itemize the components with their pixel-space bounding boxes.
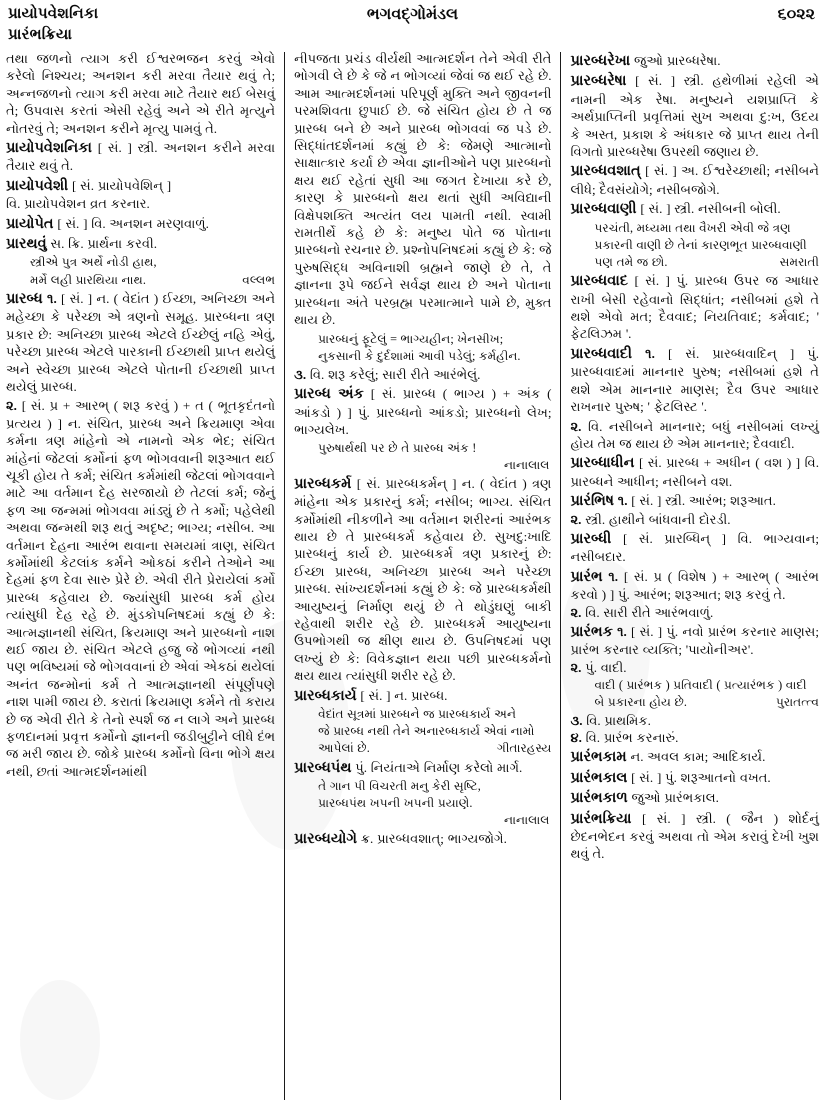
quotation-line: વાદી ( પ્રારંભક ) પ્રતિવાદી ( પ્રત્યારંભક ) વાદી [594, 678, 807, 693]
headword: પ્રારબ્ધરેખા [570, 53, 631, 69]
dictionary-entry [570, 162, 819, 198]
entry-body: [ સં. ] સ્ત્રી. અનશન કરીને મરવા તૈયાર થવું તે. [6, 140, 276, 174]
entry-body: [ સં. ] પું. શરૂઆતનો વખત. [631, 769, 771, 785]
entry-body: [ સં. પ્રાયોપવેશિન્ ] [72, 177, 172, 193]
quotation-attribution: વલ્લભ [242, 272, 276, 287]
sense-number: ૨. [570, 511, 582, 527]
entry-body: [ સં. ] સ્ત્રી. નસીબની બોલી. [640, 201, 781, 217]
headword: પ્રારબ્ધકાર્ય [294, 687, 357, 704]
quotation-text: બે પ્રકારના હોય છે. [594, 695, 687, 710]
headword: પ્રાયોપવેશનિકા [6, 140, 93, 157]
quotation-text: મર્મે લહી પ્રારથિયા નાથ. [30, 272, 146, 287]
headword: પ્રારબ્ધવાણી [570, 201, 637, 218]
quotation-line: નુકસાની કે દુર્દશામાં આવી પડેલું; કર્મહીન. [318, 348, 521, 363]
headword: પ્રારંભકામ [570, 749, 627, 766]
entry-body-continued: વિ. પ્રાયોપવેશન વ્રત કરનાર. [6, 196, 150, 212]
column-3 [561, 50, 819, 1110]
column-1 [6, 50, 284, 1110]
dictionary-entry [294, 759, 551, 829]
headword: પ્રારબ્ધવાદી [570, 345, 633, 362]
dictionary-entry [570, 72, 819, 160]
entry-body: ક્ર. પ્રારબ્ધવશાત્; ભાગ્યજોગે. [360, 831, 507, 847]
headword: પ્રારંભક્રિયા [570, 810, 632, 827]
sense-number: ૨. [570, 418, 582, 434]
quotation-attribution: પુરાતત્ત્વ [775, 695, 819, 710]
sense-number: ૧. [47, 290, 57, 306]
quotation-text: પણ તમે જ છો. [594, 255, 668, 270]
dictionary-entry [570, 789, 819, 807]
entry-body: વિ. પ્રારંભ કરનારું. [585, 730, 679, 746]
entry-body: [ સં. ] વિ. અનશન મરણવાળું. [57, 215, 209, 231]
column-2 [285, 50, 560, 1110]
quotation-line: પુરુષાર્થથી પર છે તે પ્રારબ્ધ અંક ! [318, 440, 477, 455]
quotation-line: પ્રારબ્ધનું ફૂટેલું = ભાગ્યહીન; ખેનસીખ; [318, 331, 504, 346]
dictionary-entry [570, 200, 819, 270]
continued-paragraph: નીપજતા પ્રચંડ વીર્યથી આત્મદર્શન તેને એવી રીતે ભોગવી લે છે કે જે ન ભોગવ્યાં જેવાં જ થઈ રહે છે. આમ આત્મદર્શનમાં પરિપૂર્ણ મુક્તિ અને જીવનની પરમશિવતા છુપાઈ છે. જે સંચિત હોય છે તે જ પ્રારબ્ધ બને છે અને પ્રારબ્ધ ભોગવવાં જ પડે છે. સિદ્ધાંતદર્શનમાં કહ્યું છે કે: જેમણે આત્માનો સાક્ષાત્કાર કર્યા છે એવા જ્ઞાનીઓને પણ પ્રારબ્ધનો ક્ષય થઈ રહેતાં સુધી આ જગત દેખાયા કરે છે, કારણ કે પ્રારબ્ધનો ક્ષય થતાં સુધી અવિદ્યાની વિક્ષેપશક્તિ અત્યંત લય પામતી નથી. સ્વામી રામતીર્થે કહે છે કે: મનુષ્ય પોતે જ પોતાના પ્રારબ્ધનો રચનાર છે. પ્રશ્નોપનિષદમાં કહ્યું છે કે: જે પુરુષસિદ્ધ અવિનાશી બ્રહ્મને જાણે છે તે, તે જ્ઞાનના રૂપે જઈને સર્વજ્ઞ થાય છે અને પોતાના પ્રારબ્ધના અંતે પરબ્રહ્મ પરમાત્માને પામે છે, મુક્ત થાય છે. [294, 51, 552, 328]
headword: પ્રારબ્ધયોગે [294, 831, 357, 848]
entry-body: [ સં. ] પું. નવો પ્રારંભ કરનાર માણસ; પ્રારંભ કરનાર વ્યક્તિ; 'પાયોનીઅર'. [570, 623, 819, 658]
entry-body: [ સં. પ્રારબ્ધિન્ ] વિ. ભાગ્યવાન; નસીબદાર. [570, 530, 819, 565]
dictionary-sense [6, 397, 275, 780]
headword: પ્રારબ્ધ [6, 290, 43, 307]
entry-body: વિ. નસીબને માનનાર; બધું નસીબમાં લખ્યું હોય તેમ જ થાય છે એમ માનનાર; દૈવવાદી. [570, 418, 819, 451]
sense-number: ૨. [6, 398, 17, 414]
headword: પ્રારબ્ધ અંક [294, 386, 364, 403]
dictionary-entry [6, 290, 275, 395]
dictionary-entry [6, 215, 275, 233]
headword: પ્રારથવું [6, 236, 47, 253]
entry-body: [ સં. ] ન. ( વેદાંત ) ઈચ્છા, અનિચ્છા અને મહેચ્છા કે પરેચ્છા એ ત્રણનો સમૂહ. પ્રારબ્ધના ત્રણ પ્રકાર છે: અનિચ્છા પ્રારબ્ધ એટલે ઈચ્છેલું નહિ એવું, પરેચ્છા પ્રારબ્ધ એટલે પારકાની ઈચ્છાથી પ્રાપ્ત થયેલું અને સ્વેચ્છા પ્રારબ્ધ એટલે પોતાની ઈચ્છાથી પ્રાપ્ત થયેલું પ્રારબ્ધ. [6, 290, 276, 394]
entry-body: [ સં. ] સ્ત્રી. હથેળીમાં રહેલી એ નામની એક રેષા. મનુષ્યને યશપ્રાપ્તિ કે અર્થપ્રાપ્તિની પ્રવૃત્તિમાં સુખ અથવા દુ:ખ, ઉદય કે અસ્ત, પ્રકાશ કે અંધકાર જે પ્રાપ્ત થાય તેની વિગતો પ્રારબ્ધરેષા ઉપરથી જણાય છે. [570, 73, 819, 160]
dictionary-entry [294, 687, 551, 757]
headword: પ્રારબ્ધરેષા [570, 73, 627, 90]
book-title: ભગવદ્‌ગોમંડલ [366, 6, 459, 23]
entry-body: [ સં. પ્રારબ્ધ + અધીન ( વશ ) ] વિ. પ્રારબ્ધને આધીન; નસીબને વશ. [570, 455, 819, 489]
dictionary-sense [294, 366, 551, 383]
dictionary-entry [570, 345, 819, 416]
dictionary-sense [570, 712, 819, 729]
entry-body: [ સં. પ્ર ( વિશેષ ) + આરભ્ ( આરંભ કરવો ) ] પું. આરંભ; શરૂઆત; શરૂ કરવું તે. [570, 568, 819, 603]
dictionary-sense [570, 729, 819, 746]
dictionary-sense [570, 659, 819, 676]
entry-body: જુઓ પ્રારંભકાલ. [631, 790, 719, 806]
quotation-line: પ્રકારની વાણી છે તેનાં કારણભૂત પ્રારબ્ધવાણી [594, 237, 807, 252]
entry-body: [ સં. ] સ્ત્રી. આરંભ; શરૂઆત. [631, 493, 776, 509]
dictionary-sense [570, 511, 819, 528]
dictionary-entry [570, 530, 819, 566]
quotation-line [570, 694, 819, 710]
quotation-line: પ્રારબ્ધપંથ ખપની ખપની પ્રયાણે. [318, 796, 473, 811]
entry-body: જુઓ પ્રારબ્ધરેષા. [634, 53, 721, 68]
headword: પ્રારંભક [570, 623, 613, 640]
entry-body: પું. નિયંતાએ નિર્માણ કરેલો માર્ગ. [355, 759, 523, 775]
quotation-line: વેદાંત સૂત્રમાં પ્રારબ્ધને જ પ્રારબ્ધકાર્ય અને [318, 707, 517, 722]
entry-body: સ્ત્રી. હાથીને બાંધવાની દોરડી. [585, 511, 731, 527]
quotation-attribution: નાનાલાલ [503, 457, 550, 472]
dictionary-entry [570, 810, 819, 863]
entry-body: [ સં. પ્રારબ્ધ ( ભાગ્ય ) + અંક ( આંકડો ) ] પું. પ્રારબ્ધનો આંકડો; પ્રારબ્ધનો લેખ; ભાગ્યલેખ. [294, 386, 552, 438]
sense-number: ૨. [570, 659, 582, 675]
page-number: ૬૦૨૨ [777, 6, 815, 23]
sense-number: ૨. [570, 604, 582, 620]
sense-number: ૧. [645, 345, 655, 361]
entry-body: [ સં. પ્રારબ્ધવાદિન્ ] પું. પ્રારબ્ધવાદમાં માનનાર પુરુષ; નસીબમાં હશે તે થશે એમ માનનાર માણસ; દૈવ ઉપર આધાર રાખનાર પુરુષ; ' ફેટલિસ્ટ '. [570, 345, 820, 415]
dictionary-entry [570, 52, 819, 70]
entry-body: [ સં. ] પું. પ્રારબ્ધ ઉપર જ આધાર રાખી બેસી રહેવાનો સિદ્ધાંત; નસીબમાં હશે તે થશે એવો મત; દૈવવાદ; નિયતિવાદ; કર્મવાદ; ' ફેટલિઝમ '. [570, 273, 819, 342]
quotation-line [570, 254, 819, 270]
dictionary-entry [6, 235, 275, 288]
headword: પ્રારંભકાલ [570, 769, 628, 786]
sense-number: ૧. [608, 568, 619, 584]
sense-number: ૪. [570, 730, 582, 746]
headword: પ્રારબ્ધકર્મ [294, 475, 352, 492]
headword: પ્રારબ્ધાધીન [570, 455, 635, 472]
sense-number: ૩. [294, 366, 307, 382]
quotation-line [6, 272, 275, 288]
dictionary-sense [570, 418, 819, 453]
entry-body: [ સં. પ્ર + આરભ્ ( શરૂ કરવું ) + ત ( ભૂતકૃદંતનો પ્રત્યય ) ] ન. સંચિત, પ્રારબ્ધ અને ક્રિયમાણ એવા કર્મના ત્રણ માંહેનો એ નામનો એક ભેદ; સંચિત માંહેનાં જેટલાં કર્મોનાં ફળ ભોગવવાની શરૂઆત થઈ ચૂકી હોય તે કર્મ; સંચિત કર્મમાંથી જેટલાં ભોગવવાને માટે આ વર્તમાન દેહ સરજાયો છે તેટલાં કર્મ; જેનું ફળ આ જન્મમાં ભોગવવા માંડ્યું છે તે કર્મો; પહેલેથી અથવા જન્મથી શરૂ થતું અદૃષ્ટ; ભાગ્ય; નસીબ. આ વર્તમાન દેહના આરંભ થવાના સમયમાં ત્રાણ, સંચિત કર્મોમાંથી કેટલાંક કર્મને ઓકઠાં કરીને તેઓને આ દેહમાં ફળ દેવા સારુ પ્રેરે છે. એવી રીતે પ્રેરાયેલાં કર્મો પ્રારબ્ધ કહેવાય છે. જ્યાંસુધી પ્રારબ્ધ કર્મ હોય ત્યાંસુધી દેહ રહે છે. મુંડકોપનિષદમાં કહ્યું છે કે: આત્મજ્ઞાનથી સંચિત, ક્રિયમાણ અને પ્રારબ્ધનો નાશ થઈ જાય છે. સંચિત એટલે હજુ જે ભોગવ્યાં નથી પણ ભવિષ્યમાં જે ભોગવવાનાં છે એવાં એકઠાં થયેલાં અનંત જન્મોનાં કર્મ તે આત્મજ્ઞાનથી સંપૂર્ણપણે નાશ પામી જાય છે. કરાતાં ક્રિયમાણ કર્મને તો કરાય છે જ એવી રીતે કે તેનો સ્પર્શ જ ન લાગે અને પ્રારબ્ધ ફળદાનમાં પ્રવૃત્ત કર્મોનો જ્ઞાનની જડીબુટ્ટીને લીધે દંભ જ મરી જાય છે. જોકે પ્રારબ્ધ કર્મોનો વિના ભોગે ક્ષય નથી, છતાં આત્મદર્શનમાંથી [6, 398, 276, 779]
entry-body: [ સં. ] ન. પ્રારબ્ધ. [360, 687, 448, 703]
dictionary-entry [570, 623, 819, 746]
dictionary-entry [6, 177, 275, 213]
entry-body: [ સં. પ્રારબ્ધકર્મન્ ] ન. ( વેદાંત ) ત્રણ માંહેના એક પ્રકારનું કર્મ; નસીબ; ભાગ્ય. સંચિત કર્મોમાંથી નીકળીને આ વર્તમાન શરીરનાં આરંભક થાય છે તે પ્રારબ્ધકર્મ કહેવાય છે. સુખદુ:ખાદિ પ્રારબ્ધનું કાર્ય છે. પ્રારબ્ધકર્મ ત્રણ પ્રકારનું છે: ઈચ્છા પ્રારબ્ધ, અનિચ્છા પ્રારબ્ધ અને પરેચ્છા પ્રારબ્ધ. સાંખ્યદર્શનમાં કહ્યું છે કે: જે પ્રારબ્ધકર્મથી આયુષ્યનું નિર્માણ થયું છે તે થોડુંઘણું બાકી રહેવાથી શરીર રહે છે. પ્રારબ્ધકર્મ આયુષ્યના ઉપભોગથી જ ક્ષીણ થાય છે. ઉપનિષદમાં પણ લખ્યું છે કે: વિવેકજ્ઞાન થયા પછી પ્રારબ્ધકર્મનો ક્ષય થાય ત્યાંસુધી શરીર રહે છે. [294, 475, 552, 684]
running-head-left-line1: પ્રાયોપવેશનિકા [8, 6, 99, 22]
dictionary-entry [6, 139, 275, 175]
running-head-left-line2: પ્રારંભક્રિયા [8, 27, 73, 43]
quotation-attribution: નાનાલાલ [503, 813, 550, 828]
headword: પ્રારબ્ધવાદ [570, 273, 628, 290]
quotation-attribution: સમરાતી [779, 255, 819, 270]
quotation-line: તે ગાન પી વિચરતી મનુ કેરી સૃષ્ટિ, [318, 779, 481, 794]
quotation-attribution: ગીતારહસ્ય [497, 741, 552, 756]
quotation-text: આપેલાં છે. [318, 741, 370, 756]
running-head [6, 4, 819, 50]
sense-number: ૧. [617, 493, 628, 509]
headword: પ્રારંભ [570, 568, 603, 585]
dictionary-entry [570, 492, 819, 528]
columns-container [6, 50, 819, 1110]
entry-body: પું. વાદી. [585, 659, 627, 675]
dictionary-entry [570, 568, 819, 621]
dictionary-entry [570, 454, 819, 490]
headword: પ્રારંભિષ [570, 493, 614, 510]
quotation-line: જે પ્રારબ્ધ નથી તેને અનારબ્ધકાર્ય એવાં નામો [318, 724, 535, 739]
headword: પ્રાયોપવેશી [6, 177, 69, 194]
dictionary-entry [294, 830, 551, 848]
headword: પ્રારબ્ધી [570, 530, 612, 547]
entry-body: વિ. શરૂ કરેલું; સારી રીતે આરંભેલું. [309, 366, 481, 382]
headword: પ્રાયોપેત [6, 215, 54, 232]
entry-body: સ. ક્રિ. પ્રાર્થના કરવી. [50, 236, 158, 252]
dictionary-entry [570, 272, 819, 343]
quotation-line: સ્ત્રીએ પુત્ર અર્થે નોડી હાથ, [30, 255, 157, 270]
dictionary-entry [294, 385, 551, 472]
dictionary-sense [570, 604, 819, 621]
sense-number: ૩. [570, 712, 583, 728]
dictionary-entry [570, 748, 819, 766]
entry-body: વિ. સારી રીતે આરંભવાળું. [585, 604, 714, 620]
quotation-line [294, 740, 551, 756]
entry-body: ન. અવલ કામ; આદિકાર્ય. [630, 749, 766, 765]
headword: પ્રારબ્ધવશાત્ [570, 163, 641, 180]
quotation-line: પરચંતી, મધ્યમા તથા વૈખરી એવી જે ત્રણ [594, 220, 791, 235]
entry-body: વિ. પ્રાથમિક. [586, 712, 651, 728]
continued-paragraph: તથા જળનો ત્યાગ કરી ઈશ્વરભજન કરવું એવો કરેલો નિશ્ચય; અનશન કરી મરવા તૈયાર થવું તે; અન્નજળનો ત્યાગ કરી મરવા માટે તૈયાર થઈ બેસવું તે; ઉપવાસ કરતાં એસી રહેવું અને એ રીતે મૃત્યુને નોતરવું તે; અનશન કરીને મૃત્યુ પામવું તે. [6, 51, 276, 136]
dictionary-entry [294, 475, 551, 685]
sense-number: ૧. [617, 623, 627, 639]
entry-body: [ સં. ] અ. ઈશ્વરેચ્છાથી; નસીબને લીધે; દૈવસંયોગે; નસીબજોગે. [570, 163, 819, 197]
dictionary-entry [570, 769, 819, 787]
headword: પ્રારબ્ધપંથ [294, 759, 352, 776]
headword: પ્રારંભકાળ [570, 790, 628, 807]
quotation-block [294, 331, 551, 364]
entry-body: [ સં. ] સ્ત્રી. ( જૈન ) શોર્દનું છેદનભેદન કરવું અથવા તો એમ કરાવું દેખી ખુશ થવું તે. [570, 810, 819, 862]
